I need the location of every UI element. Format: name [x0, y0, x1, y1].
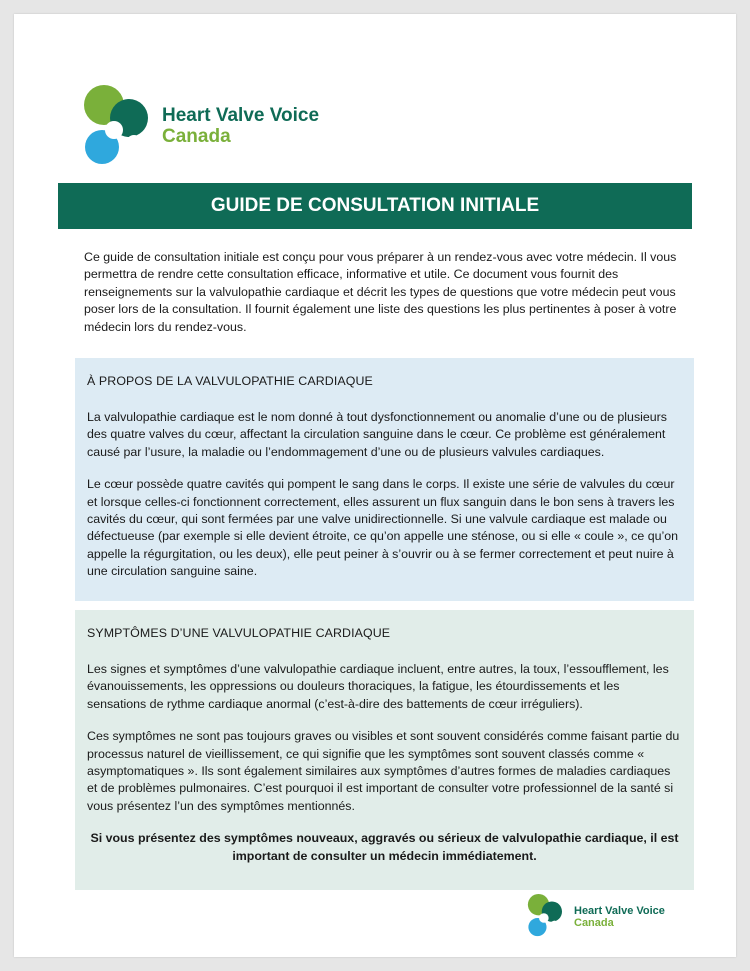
- brand-logo: [82, 85, 332, 175]
- about-paragraph-2: Le cœur possède quatre cavités qui pompent le sang dans le corps. Il existe une série de valvules du cœur et lorsque celles-ci fonctionnent correctement, elles assurent un flux sanguin dans le bon sens à travers les cavités du cœur, qui sont fermées par une valve unidirectionnelle. Si une valvule cardiaque est malade ou défectueuse (par exemple si elle devient étroite, ce qu’on appelle une sténose, ou si elle « coule », ce qu’on appelle la régurgitation, ou les deux), elle peut peiner à s’ouvrir ou à se fermer correctement et peut nuire à une circulation sanguine saine.: [87, 477, 679, 579]
- footer-wordmark: [574, 905, 665, 929]
- symptoms-paragraph-1: Les signes et symptômes d’une valvulopathie cardiaque incluent, entre autres, la toux, l’essoufflement, les évanouissements, les oppressions ou douleurs thoraciques, la fatigue, les étourdissements et les sensations de rythme cardiaque anormal (c’est-à-dire des battements de cœur irréguliers).: [87, 662, 669, 711]
- about-section: [75, 358, 694, 601]
- symptoms-section: [75, 610, 694, 890]
- footer-brand-line2: Canada: [574, 917, 614, 929]
- document-page: [14, 14, 736, 957]
- symptoms-paragraph-2: Ces symptômes ne sont pas toujours graves ou visibles et sont souvent considérés comme faisant partie du processus naturel de vieillissement, ce qui signifie que les symptômes sont souvent classés comme « asymptomatiques ». Ils sont également similaires aux symptômes d’autres formes de maladies cardiaques et de problèmes pulmonaires. C’est pourquoi il est important de consulter votre professionnel de la santé si vous présentez l’un des symptômes mentionnés.: [87, 729, 680, 813]
- footer-logo: [526, 894, 696, 942]
- heart-valve-logo-icon: [526, 894, 566, 942]
- brand-wordmark: [162, 105, 319, 147]
- symptoms-warning: Si vous présentez des symptômes nouveaux, aggravés ou sérieux de valvulopathie cardiaque, il est important de consulter un médecin immédiatement.: [90, 831, 679, 863]
- symptoms-heading: SYMPTÔMES D’UNE VALVULOPATHIE CARDIAQUE: [87, 626, 391, 640]
- brand-name-line1: Heart Valve Voice: [162, 105, 320, 126]
- intro-paragraph: Ce guide de consultation initiale est conçu pour vous préparer à un rendez-vous avec votre médecin. Il vous permettra de rendre cette consultation efficace, informative et utile. Ce document vous fournit des renseignements sur la valvulopathie cardiaque et décrit les types de questions que votre médecin peut vous poser lors de la consultation. Il fournit également une liste des questions les plus pertinentes à poser à votre médecin lors du rendez-vous.: [84, 250, 677, 334]
- page-title: GUIDE DE CONSULTATION INITIALE: [58, 183, 692, 229]
- about-paragraph-1: La valvulopathie cardiaque est le nom donné à tout dysfonctionnement ou anomalie d’une ou de plusieurs des quatre valves du cœur, affectant la circulation sanguine dans le cœur. Ce problème est généralement causé par l’usure, la maladie ou l’endommagement d’une ou de plusieurs valvules cardiaques.: [87, 410, 668, 459]
- footer-brand-line1: Heart Valve Voice: [574, 905, 665, 917]
- about-heading: À PROPOS DE LA VALVULOPATHIE CARDIAQUE: [87, 374, 373, 388]
- heart-valve-logo-icon: [82, 85, 154, 175]
- brand-name-line2: Canada: [162, 126, 231, 147]
